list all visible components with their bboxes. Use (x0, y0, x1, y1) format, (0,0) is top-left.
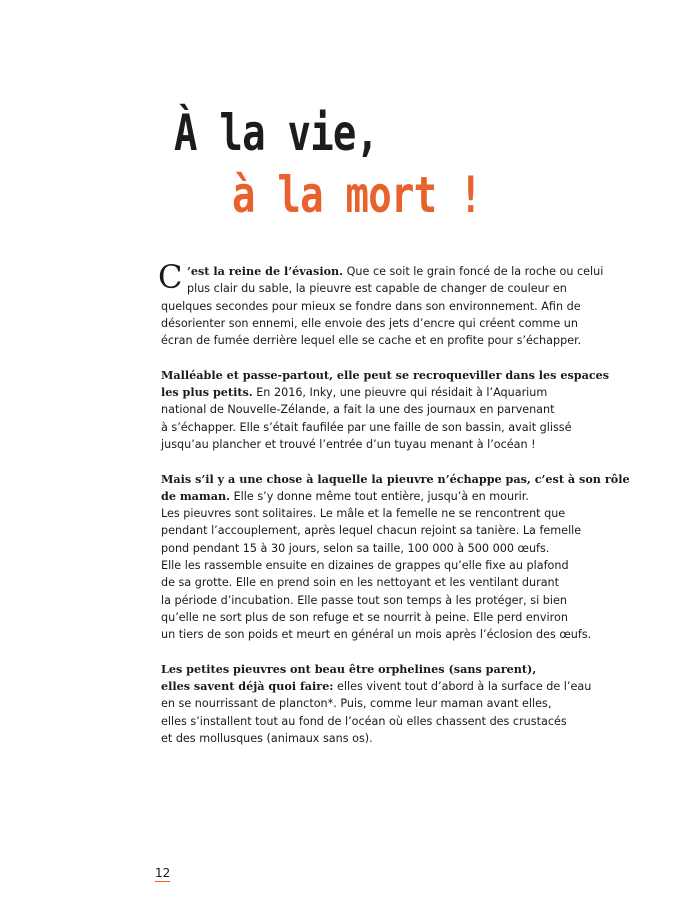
bold-lead: Les petites pieuvres ont beau être orphelines (sans parent), (161, 661, 537, 676)
line-text: et des mollusques (animaux sans os). (161, 732, 373, 746)
page-number: 12 (155, 866, 171, 880)
paragraph-line (161, 436, 541, 453)
line-text: qu’elle ne sort plus de son refuge et se nourrit à peine. Elle perd environ (161, 610, 568, 624)
paragraph-line (161, 505, 566, 522)
paragraph-line (161, 609, 568, 626)
line-text: jusqu’au plancher et trouvé l’entrée d’un tuyau menant à l’océan ! (161, 437, 536, 451)
paragraph-line (161, 367, 610, 384)
drop-cap: C (158, 258, 183, 296)
line-text: écran de fumée derrière lequel elle se cache et en profite pour s’échapper. (161, 334, 582, 348)
body-text (158, 258, 630, 765)
paragraph-line (161, 280, 567, 297)
paragraph-line (161, 315, 578, 332)
line-text: à s’échapper. Elle s’était faufilée par une faille de son bassin, avait glissé (161, 420, 572, 434)
line-text: elles vivent tout d’abord à la surface de l’eau (333, 680, 592, 694)
paragraph-line (161, 695, 552, 712)
paragraph-line (161, 592, 567, 609)
line-text: Elle s’y donne même tout entière, jusqu’à en mourir. (230, 489, 529, 503)
paragraph-line (161, 488, 541, 505)
bold-lead: de maman. (161, 488, 231, 503)
line-text: quelques secondes pour mieux se fondre dans son environnement. Afin de (161, 299, 581, 313)
paragraph-line (161, 332, 582, 349)
line-text: Les pieuvres sont solitaires. Le mâle et la femelle ne se rencontrent que (161, 507, 566, 521)
line-text: plus clair du sable, la pieuvre est capable de changer de couleur en (187, 282, 567, 296)
line-text: national de Nouvelle-Zélande, a fait la une des journaux en parvenant (161, 403, 555, 417)
line-text: pendant l’accouplement, après lequel chacun rejoint sa tanière. La femelle (161, 524, 582, 538)
line-text: elles s’installent tout au fond de l’océan où elles chassent des crustacés (161, 714, 567, 728)
bold-lead: Malléable et passe-partout, elle peut se recroqueviller dans les espaces (161, 367, 610, 382)
paragraph-line (161, 730, 541, 747)
bold-lead: Mais s’il y a une chose à laquelle la pieuvre n’échappe pas, c’est à son rôle (161, 471, 630, 486)
line-text: Elle les rassemble ensuite en dizaines de grappes qu’elle fixe au plafond (161, 559, 569, 573)
bold-lead: elles savent déjà quoi faire: (161, 679, 334, 694)
paragraph-line (161, 540, 550, 557)
title-line-2: à la mort ! (232, 166, 482, 224)
title-line-1: À la vie, (174, 104, 379, 162)
paragraph-3 (161, 471, 630, 644)
line-text: Que ce soit le grain foncé de la roche ou celui (343, 265, 604, 278)
paragraph-line (161, 574, 560, 591)
paragraph-4 (161, 661, 592, 747)
line-text: la période d’incubation. Elle passe tout son temps à les protéger, si bien (161, 593, 567, 607)
line-text: en se nourrissant de plancton*. Puis, comme leur maman avant elles, (161, 697, 552, 711)
paragraph-line (161, 557, 569, 574)
paragraph-line (161, 522, 582, 539)
bold-lead: les plus petits. (161, 385, 253, 400)
paragraph-line (161, 471, 630, 488)
bold-lead: ’est la reine de l’évasion. (187, 264, 344, 278)
line-text: En 2016, Inky, une pieuvre qui résidait à l’Aquarium (252, 386, 548, 400)
paragraph-line (161, 626, 592, 643)
line-text: de sa grotte. Elle en prend soin en les nettoyant et les ventilant durant (161, 576, 560, 590)
paragraph-line (161, 419, 572, 436)
paragraph-line (161, 661, 541, 678)
paragraph-2 (161, 367, 610, 453)
paragraph-line (161, 713, 567, 730)
line-text: un tiers de son poids et meurt en général un mois après l’éclosion des œufs. (161, 628, 592, 642)
paragraph-line (161, 678, 592, 695)
line-text: pond pendant 15 à 30 jours, selon sa taille, 100 000 à 500 000 œufs. (161, 541, 550, 555)
paragraph-line (161, 384, 548, 401)
paragraph-line (161, 401, 555, 418)
paragraph-line (161, 263, 604, 280)
paragraph-line (161, 298, 581, 315)
line-text: désorienter son ennemi, elle envoie des jets d’encre qui créent comme un (161, 316, 578, 330)
paragraph-1 (158, 258, 604, 349)
